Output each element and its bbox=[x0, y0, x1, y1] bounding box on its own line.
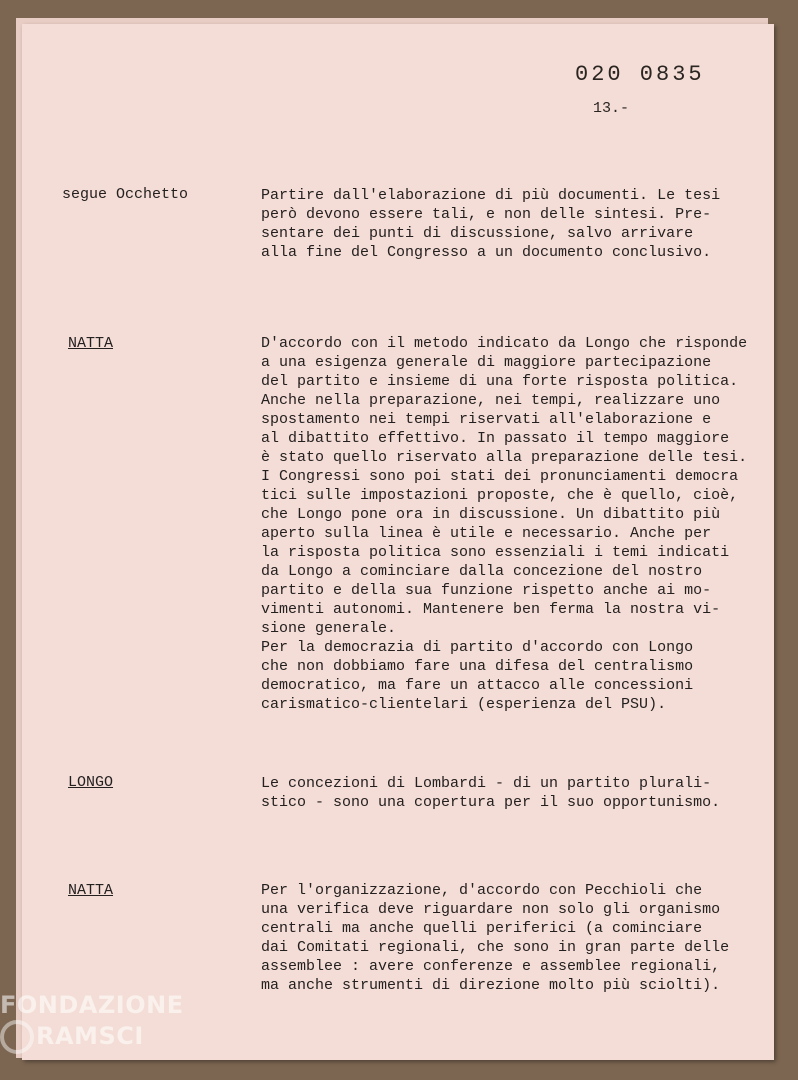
text-line: democratico, ma fare un attacco alle concessioni bbox=[261, 677, 694, 694]
speaker-label: NATTA bbox=[68, 882, 114, 899]
text-line: Anche nella preparazione, nei tempi, realizzare uno bbox=[261, 392, 721, 409]
text-line: del partito e insieme di una forte risposta politica. bbox=[261, 373, 739, 390]
fondazione-gramsci-watermark bbox=[0, 990, 184, 1054]
text-line: stico - sono una copertura per il suo opportunismo. bbox=[261, 794, 721, 811]
text-line: alla fine del Congresso a un documento conclusivo. bbox=[261, 244, 712, 261]
text-line: centrali ma anche quelli periferici (a cominciare bbox=[261, 920, 703, 937]
text-line: che Longo pone ora in discussione. Un dibattito più bbox=[261, 506, 721, 523]
text-line: sentare dei punti di discussione, salvo arrivare bbox=[261, 225, 694, 242]
text-line: assemblee : avere conferenze e assemblee regionali, bbox=[261, 958, 721, 975]
g-ring-icon bbox=[0, 1020, 34, 1054]
text-line: Per l'organizzazione, d'accordo con Pecchioli che bbox=[261, 882, 703, 899]
document-number: 020 0835 bbox=[575, 62, 705, 87]
text-line: dai Comitati regionali, che sono in gran parte delle bbox=[261, 939, 730, 956]
page-number: 13.- bbox=[593, 100, 630, 117]
text-line: partito e della sua funzione rispetto anche ai mo- bbox=[261, 582, 712, 599]
text-line: tici sulle impostazioni proposte, che è quello, cioè, bbox=[261, 487, 739, 504]
speaker-label: segue Occhetto bbox=[62, 186, 189, 203]
text-line: al dibattito effettivo. In passato il tempo maggiore bbox=[261, 430, 730, 447]
text-line: da Longo a cominciare dalla concezione del nostro bbox=[261, 563, 703, 580]
document-page bbox=[22, 24, 774, 1060]
watermark-line2 bbox=[0, 1020, 184, 1054]
text-line: aperto sulla linea è utile e necessario. Anche per bbox=[261, 525, 712, 542]
speech-block bbox=[261, 334, 774, 714]
text-line: sione generale. bbox=[261, 620, 397, 637]
speaker-label: LONGO bbox=[68, 774, 114, 791]
text-line: Le concezioni di Lombardi - di un partito plurali- bbox=[261, 775, 712, 792]
text-line: una verifica deve riguardare non solo gli organismo bbox=[261, 901, 721, 918]
speech-block bbox=[261, 186, 774, 262]
watermark-line2-text: RAMSCI bbox=[36, 1022, 144, 1050]
text-line: spostamento nei tempi riservati all'elaborazione e bbox=[261, 411, 712, 428]
speech-block bbox=[261, 881, 774, 995]
text-line: a una esigenza generale di maggiore partecipazione bbox=[261, 354, 712, 371]
text-line: I Congressi sono poi stati dei pronunciamenti democra bbox=[261, 468, 739, 485]
text-line: carismatico-clientelari (esperienza del PSU). bbox=[261, 696, 667, 713]
speaker-label: NATTA bbox=[68, 335, 114, 352]
watermark-line1: FONDAZIONE bbox=[0, 991, 184, 1019]
text-line: vimenti autonomi. Mantenere ben ferma la nostra vi- bbox=[261, 601, 721, 618]
text-line: ma anche strumenti di direzione molto più sciolti). bbox=[261, 977, 721, 994]
text-line: però devono essere tali, e non delle sintesi. Pre- bbox=[261, 206, 712, 223]
text-line: la risposta politica sono essenziali i temi indicati bbox=[261, 544, 730, 561]
text-line: è stato quello riservato alla preparazione delle tesi. bbox=[261, 449, 748, 466]
text-line: Partire dall'elaborazione di più documenti. Le tesi bbox=[261, 187, 721, 204]
text-line: Per la democrazia di partito d'accordo con Longo bbox=[261, 639, 694, 656]
text-line: D'accordo con il metodo indicato da Longo che risponde bbox=[261, 335, 748, 352]
speech-block bbox=[261, 774, 774, 812]
text-line: che non dobbiamo fare una difesa del centralismo bbox=[261, 658, 694, 675]
